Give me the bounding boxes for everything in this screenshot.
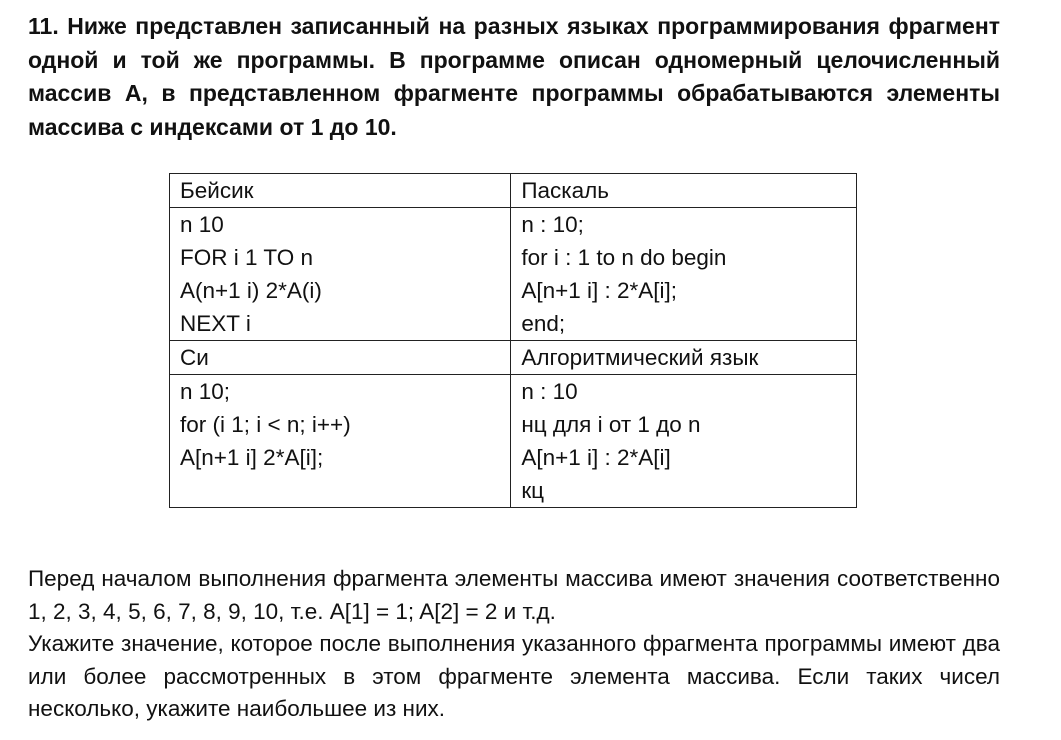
basic-code — [170, 208, 511, 341]
code-line: A[n+1 i] : 2*A[i] — [521, 445, 671, 470]
basic-header: Бейсик — [170, 174, 511, 208]
code-line: n : 10 — [521, 379, 578, 404]
pascal-code — [511, 208, 857, 341]
code-line: A(n+1 i) 2*A(i) — [180, 278, 322, 303]
code-line: for (i 1; i < n; i++) — [180, 412, 351, 437]
code-line: n 10; — [180, 379, 231, 404]
code-line: for i : 1 to n do begin — [521, 245, 727, 270]
code-line: n 10 — [180, 212, 224, 237]
initial-values-paragraph: Перед началом выполнения фрагмента элементы массива имеют значения соответственно 1, 2, 3, 4, 5, 6, 7, 8, 9, 10, т.е. A[1] = 1; A[2] = 2 и т.д. — [28, 566, 1000, 624]
instruction-paragraph: Укажите значение, которое после выполнения указанного фрагмента программы имеют два или более рассмотренных в этом фрагменте элемента массива. Если таких чисел несколько, укажите наибольшее из них. — [28, 631, 1000, 721]
code-table — [169, 173, 857, 508]
code-line: NEXT i — [180, 311, 251, 336]
code-line: n : 10; — [521, 212, 584, 237]
task-page — [28, 10, 1000, 721]
table-row-code-2 — [170, 375, 857, 508]
table-row-code-1 — [170, 208, 857, 341]
c-code — [170, 375, 511, 508]
code-line: кц — [521, 478, 545, 503]
task-description — [28, 563, 1000, 726]
pascal-header: Паскаль — [511, 174, 857, 208]
table-row-header-2 — [170, 341, 857, 375]
question-text: 11. Ниже представлен записанный на разных языках программирования фрагмент одной и той же программы. В программе описан одномерный целочисленный массив A, в представленном фрагменте программы обрабатываются элементы массива с индексами от 1 до 10. — [28, 13, 1000, 140]
code-line: end; — [521, 311, 566, 336]
c-header: Си — [170, 341, 511, 375]
algo-header: Алгоритмический язык — [511, 341, 857, 375]
code-line: A[n+1 i] 2*A[i]; — [180, 445, 324, 470]
code-line: нц для i от 1 до n — [521, 412, 701, 437]
algo-code — [511, 375, 857, 508]
code-line: A[n+1 i] : 2*A[i]; — [521, 278, 678, 303]
table-row-header-1 — [170, 174, 857, 208]
code-line: FOR i 1 TO n — [180, 245, 313, 270]
